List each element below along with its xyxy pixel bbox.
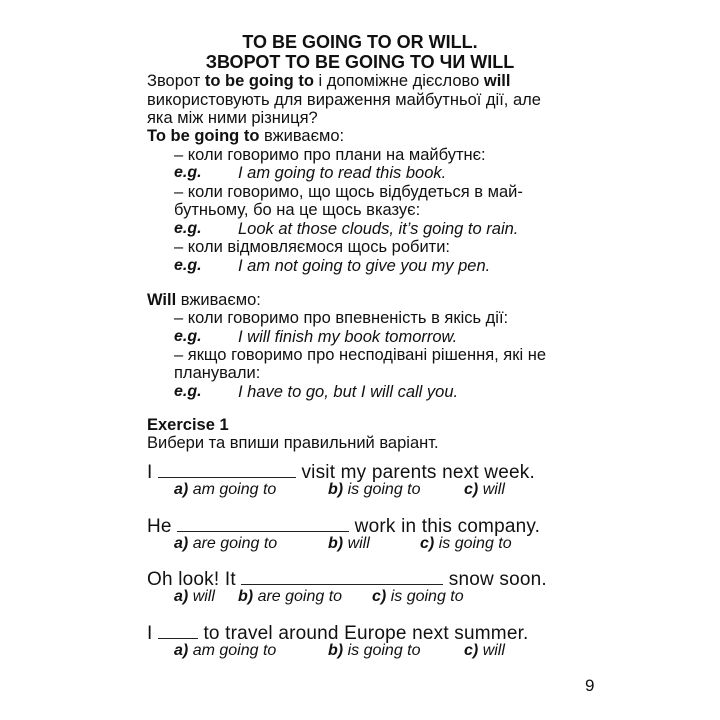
will-use-1: – коли говоримо про впевненість в якісь дії: <box>174 309 509 327</box>
exercise-option: a) am going to <box>174 481 277 498</box>
exercise-option: a) will <box>174 588 215 605</box>
exercise-option: b) will <box>328 535 370 552</box>
answer-blank[interactable] <box>158 461 296 478</box>
exercise-option: a) am going to <box>174 642 277 659</box>
exercise-option: c) is going to <box>372 588 464 605</box>
eg-label: e.g. <box>174 383 202 400</box>
will-example-2: I have to go, but I will call you. <box>238 383 459 401</box>
going-to-heading: To be going to вживаємо: <box>147 127 345 145</box>
exercise-instruction: Вибери та впиши правильний варіант. <box>147 434 439 452</box>
intro-line-1: Зворот to be going to і допоміжне дієслово will <box>147 72 511 90</box>
answer-blank[interactable] <box>177 515 349 532</box>
going-to-example-2: Look at those clouds, it’s going to rain. <box>238 220 519 238</box>
exercise-sentence: I to travel around Europe next summer. <box>147 623 529 644</box>
exercise-option: a) are going to <box>174 535 278 552</box>
exercise-option: b) is going to <box>328 642 421 659</box>
exercise-option: c) is going to <box>420 535 512 552</box>
answer-blank[interactable] <box>158 622 198 639</box>
will-example-1: I will finish my book tomorrow. <box>238 328 458 346</box>
going-to-use-2-line-1: – коли говоримо, що щось відбудеться в май- <box>174 183 523 201</box>
eg-label: e.g. <box>174 257 202 274</box>
exercise-option: b) is going to <box>328 481 421 498</box>
will-use-2-line-2: планували: <box>174 364 261 382</box>
title-line-1: TO BE GOING TO OR WILL. <box>242 32 478 52</box>
going-to-example-1: I am going to read this book. <box>238 164 447 182</box>
going-to-use-3: – коли відмовляємося щось робити: <box>174 238 451 256</box>
exercise-sentence: Oh look! It snow soon. <box>147 569 547 590</box>
intro-line-3: яка між ними різниця? <box>147 109 318 127</box>
going-to-use-2-line-2: бутньому, бо на це щось вказує: <box>174 201 421 219</box>
eg-label: e.g. <box>174 328 202 345</box>
title-line-2: ЗВОРОТ TO BE GOING TO ЧИ WILL <box>205 52 515 72</box>
exercise-title: Exercise 1 <box>147 416 229 434</box>
exercise-option: c) will <box>464 481 505 498</box>
page-number: 9 <box>585 676 595 695</box>
going-to-use-1: – коли говоримо про плани на майбутнє: <box>174 146 486 164</box>
exercise-option: c) will <box>464 642 505 659</box>
going-to-example-3: I am not going to give you my pen. <box>238 257 491 275</box>
eg-label: e.g. <box>174 220 202 237</box>
will-heading: Will вживаємо: <box>147 291 261 309</box>
eg-label: e.g. <box>174 164 202 181</box>
exercise-option: b) are going to <box>238 588 343 605</box>
answer-blank[interactable] <box>241 568 443 585</box>
intro-line-2: використовують для вираження майбутньої дії, але <box>147 91 541 109</box>
exercise-sentence: I visit my parents next week. <box>147 462 535 483</box>
will-use-2-line-1: – якщо говоримо про несподівані рішення, які не <box>174 346 546 364</box>
exercise-sentence: He work in this company. <box>147 516 541 537</box>
